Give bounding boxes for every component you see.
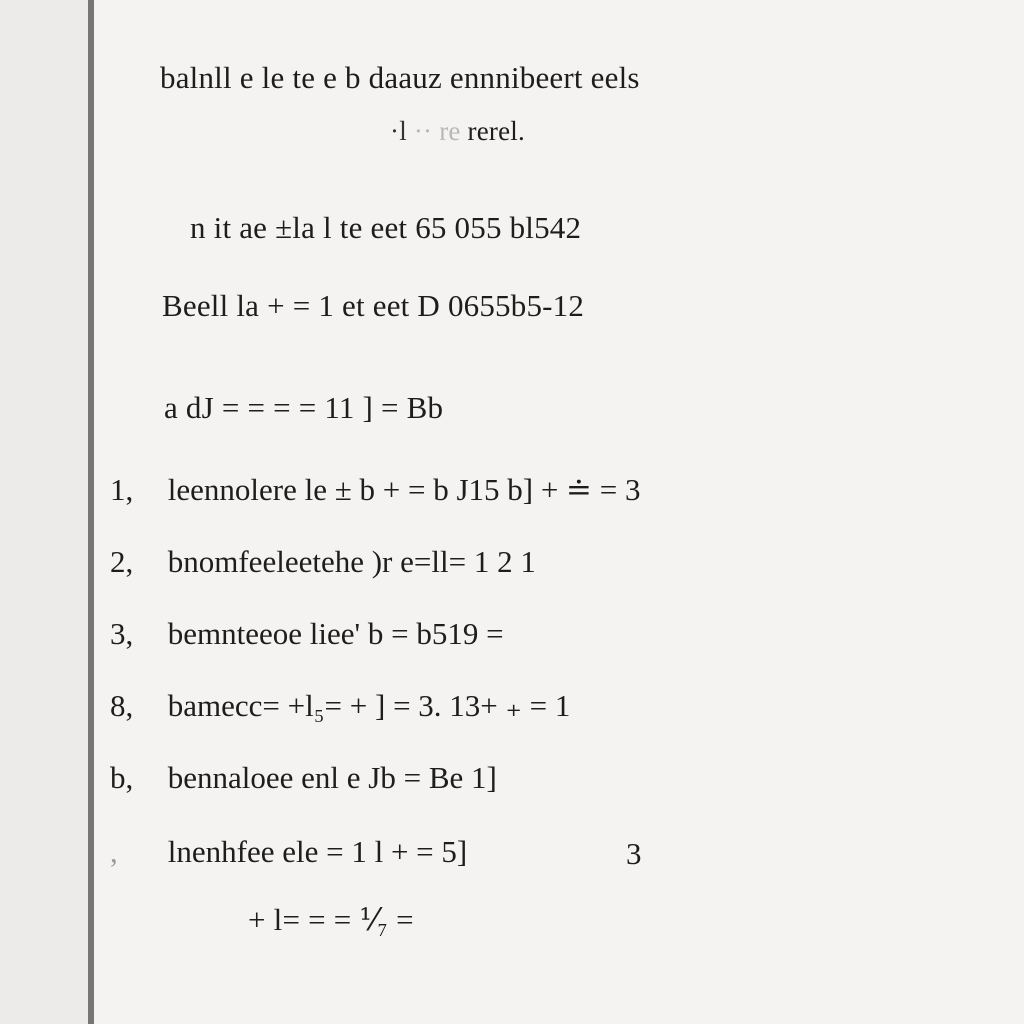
list-item — [110, 472, 641, 508]
page-left-margin — [0, 0, 88, 1024]
list-item-number: 3, — [110, 616, 134, 651]
list-item-text: leennolere le ± b + = b J15 b] + ≐ = 3 — [167, 472, 641, 507]
subtitle-part-b: ·· re — [413, 116, 461, 146]
equation-line-2: Beell la + = 1 et eet D 0655b5-12 — [162, 288, 585, 323]
stray-mark: 3 — [626, 836, 642, 871]
subtitle-part-c: rerel. — [467, 116, 525, 146]
subtitle-part-a: ·l — [390, 116, 407, 146]
document-subtitle — [390, 116, 525, 147]
final-equation-line: + l= = = ⅟₇ = — [248, 902, 414, 937]
list-item — [110, 616, 504, 652]
list-item-number: b, — [110, 760, 134, 795]
list-item — [110, 544, 536, 580]
list-item-number: 8, — [110, 688, 134, 723]
list-item — [110, 688, 570, 724]
list-item-number: , — [110, 834, 118, 869]
margin-rule — [88, 0, 94, 1024]
list-item-text: bamecc= +l₅= + ] = 3. 13+ ₊ = 1 — [167, 688, 571, 723]
list-item-text: bennaloee enl e Jb = Be 1] — [167, 760, 497, 795]
list-item-number: 2, — [110, 544, 134, 579]
equation-line-3: a dJ = = = = 11 ] = Bb — [164, 390, 444, 425]
document-title: balnll e le te e b daauz ennnibeert eels — [160, 60, 640, 95]
list-item — [110, 760, 497, 796]
equation-line-1: n it ae ±la l te eet 65 055 bl542 — [190, 210, 582, 245]
list-item-text: lnenhfee ele = 1 l + = 5] — [167, 834, 468, 869]
list-item-number: 1, — [110, 472, 134, 507]
list-item — [110, 834, 467, 870]
list-item-text: bnomfeeleetehe )r e=ll= 1 2 1 — [167, 544, 536, 579]
list-item-text: bemnteeoe liee' b = b519 = — [167, 616, 504, 651]
